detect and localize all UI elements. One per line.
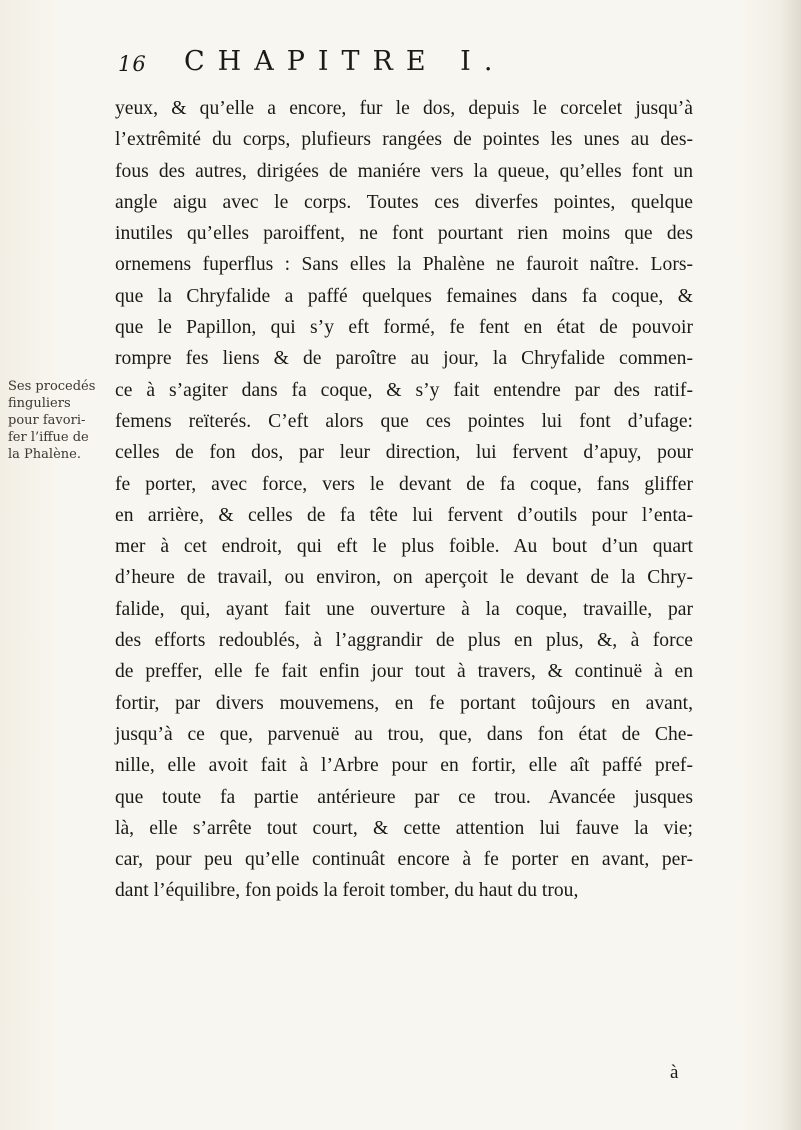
text-line: que la Chryfalide a paffé quelques femaines dans fa coque, &	[115, 285, 693, 307]
catchword: à	[670, 1062, 679, 1083]
text-line: de preffer, elle fe fait enfin jour tout à travers, & continuë à en	[115, 661, 693, 683]
text-line: jusqu’à ce que, parvenuë au trou, que, dans fon état de Che-	[115, 723, 693, 745]
text-line: d’heure de travail, ou environ, on aperçoit le devant de la Chry-	[115, 567, 693, 589]
text-line: ornemens fuperflus : Sans elles la Phalène ne fauroit naître. Lors-	[115, 254, 693, 276]
body-text	[115, 93, 693, 907]
margin-note-line: la Phalène.	[8, 447, 81, 462]
text-line: fe porter, avec force, vers le devant de fa coque, fans gliffer	[115, 473, 693, 495]
text-line: des efforts redoublés, à l’aggrandir de plus en plus, &, à force	[115, 630, 693, 652]
text-line: car, pour peu qu’elle continuât encore à fe porter en avant, per-	[115, 849, 693, 871]
text-line: dant l’équilibre, fon poids la feroit tomber, du haut du trou,	[115, 880, 579, 902]
margin-note	[8, 378, 108, 463]
text-line: ce à s’agiter dans fa coque, & s’y fait entendre par des ratif-	[115, 379, 693, 401]
text-line: fous des autres, dirigées de maniére vers la queue, qu’elles font un	[115, 160, 693, 182]
text-line: celles de fon dos, par leur direction, lui fervent d’apuy, pour	[115, 442, 693, 464]
text-line: en arrière, & celles de fa tête lui fervent d’outils pour l’enta-	[115, 504, 693, 526]
text-line: yeux, & qu’elle a encore, fur le dos, depuis le corcelet jusqu’à	[115, 98, 693, 119]
margin-note-line: Ses procedés	[8, 379, 96, 394]
text-line: nille, elle avoit fait à l’Arbre pour en fortir, elle aît paffé pref-	[115, 755, 693, 777]
page-header	[118, 46, 678, 86]
margin-note-line: pour favori-	[8, 413, 86, 428]
text-line: fortir, par divers mouvemens, en fe portant toûjours en avant,	[115, 692, 693, 714]
text-line: que le Papillon, qui s’y eft formé, fe fent en état de pouvoir	[115, 317, 693, 339]
running-head: CHAPITRE I.	[184, 46, 506, 77]
text-line: angle aigu avec le corps. Toutes ces diverfes pointes, quelque	[115, 191, 693, 213]
text-line: que toute fa partie antérieure par ce trou. Avancée jusques	[115, 786, 693, 808]
text-line: mer à cet endroit, qui eft le plus foible. Au bout d’un quart	[115, 536, 693, 558]
text-line: l’extrêmité du corps, plufieurs rangées de pointes les unes au des-	[115, 129, 693, 151]
text-line: là, elle s’arrête tout court, & cette attention lui fauve la vie;	[115, 817, 693, 839]
text-line: femens reïterés. C’eft alors que ces pointes lui font d’ufage:	[115, 410, 693, 432]
page-number: 16	[118, 52, 147, 76]
page-edge-shadow	[779, 0, 801, 1130]
text-line: inutiles qu’elles paroiffent, ne font pourtant rien moins que des	[115, 223, 693, 245]
margin-note-line: fer l’iffue de	[8, 430, 89, 445]
margin-note-line: finguliers	[8, 396, 71, 411]
text-line: rompre fes liens & de paroître au jour, la Chryfalide commen-	[115, 348, 693, 370]
text-line: falide, qui, ayant fait une ouverture à la coque, travaille, par	[115, 598, 693, 620]
